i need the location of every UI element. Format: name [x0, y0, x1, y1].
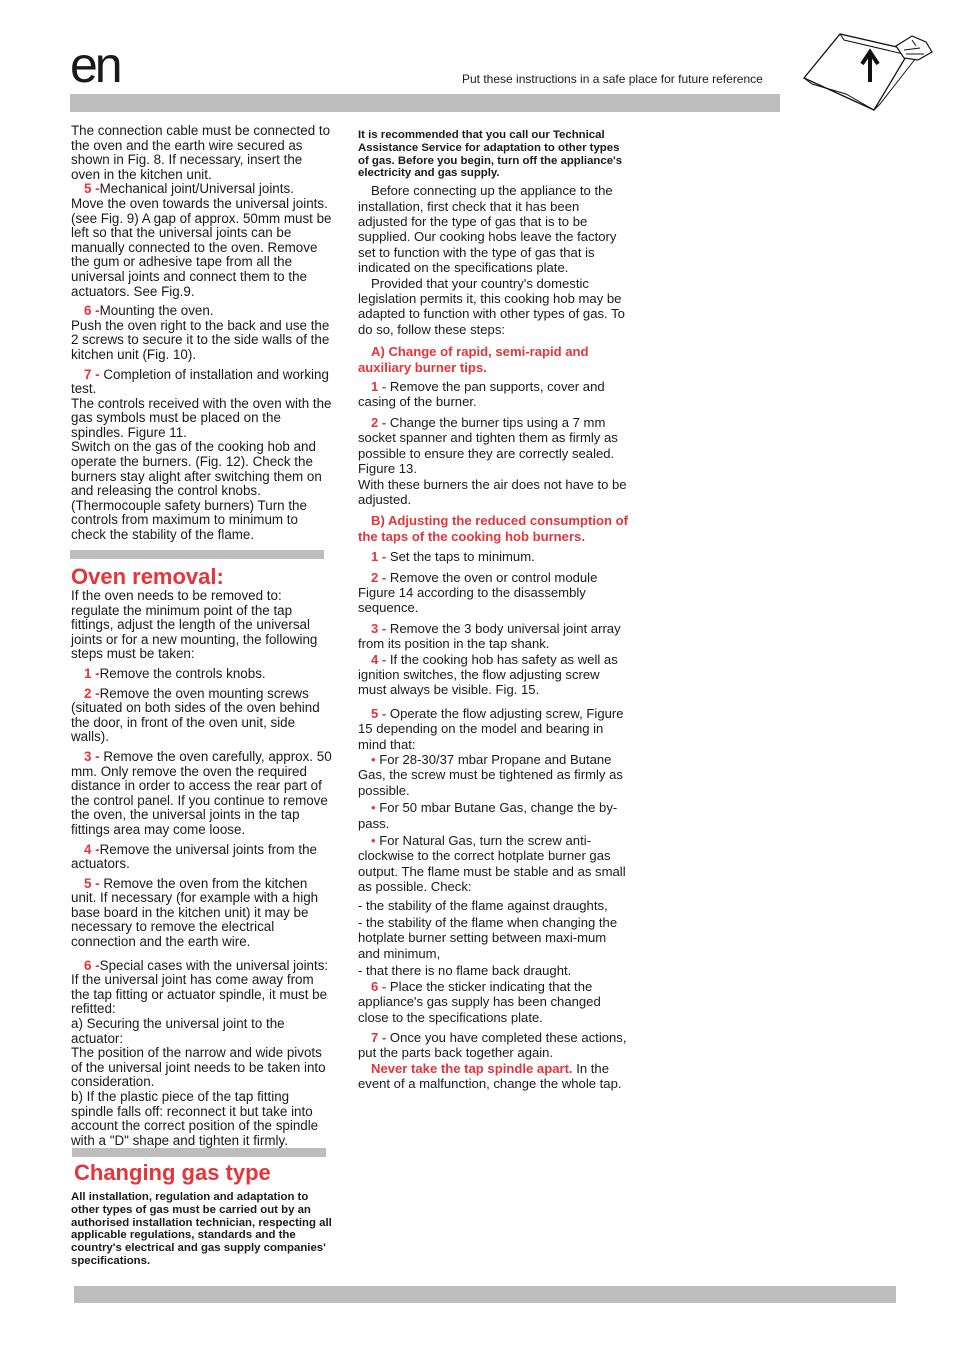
- bullet-icon: •: [371, 752, 376, 767]
- step-title: Mounting the oven.: [99, 303, 214, 319]
- step-text: Once you have completed these actions, put the parts back together again.: [358, 1029, 627, 1061]
- step-number: 3 -: [84, 748, 100, 764]
- step-body: b) If the plastic piece of the tap fitting spindle falls off: reconnect it but take into account the correct position of the spindle with a "D" shape and tighten it firmly.: [71, 1089, 319, 1148]
- paragraph: Provided that your country's domestic legislation permits it, this cooking hob may be adapted to function with other types of gas. To do so, follow these steps:: [358, 275, 625, 337]
- left-intro: The connection cable must be connected to the oven and the earth wire secured as shown in Fig. 8. If necessary, insert the oven in the kitchen unit.: [71, 123, 331, 182]
- right-column: [358, 129, 630, 1092]
- check-item: - the stability of the flame when changing the hotplate burner setting between maxi-mum and minimum,: [358, 915, 618, 961]
- section-rule: [70, 550, 324, 559]
- step-body: The position of the narrow and wide pivots of the universal joint needs to be taken into consideration.: [71, 1045, 326, 1090]
- bottom-rule: [74, 1286, 896, 1303]
- step-text: Remove the universal joints from the actuators.: [71, 841, 317, 872]
- language-code: en: [70, 37, 120, 93]
- step-text: Remove the oven carefully, approx. 50 mm. Only remove the oven the required distance in order to access the rear part of the control panel. If you continue to remove the oven, the universal joints in the tap fittings area may come loose.: [71, 748, 332, 837]
- oven-removal-section: [71, 565, 333, 1148]
- step-number: 1 -: [371, 379, 387, 395]
- step-number: 3 -: [371, 620, 387, 636]
- step-body: Move the oven towards the universal joints. (see Fig. 9) A gap of approx. 50mm must be left so that the universal joints can be manually connected to the oven. Remove the gum or adhesive tape from all the universal joints and connect them to the actuators. See Fig.9.: [71, 195, 332, 299]
- top-rule: [70, 94, 780, 112]
- gas-note: All installation, regulation and adaptation to other types of gas must be carried out by an authorised installation technician, respecting all applicable regulations, standards and the country's electrical and gas supply companies' specifications.: [71, 1191, 332, 1267]
- step-title: Completion of installation and working test.: [71, 366, 329, 397]
- step-body: If the universal joint has come away from the tap fitting or actuator spindle, it must be refitted:: [71, 972, 328, 1017]
- step-text: Remove the 3 body universal joint array from its position in the tap shank.: [358, 620, 621, 652]
- step-number: 6 -: [84, 957, 100, 973]
- step-number: 2 -: [371, 569, 387, 585]
- step-text: If the cooking hob has safety as well as ignition switches, the flow adjusting screw must always be visible. Fig. 15.: [358, 651, 618, 698]
- bullet-text: For 50 mbar Butane Gas, change the by-pass.: [358, 800, 618, 831]
- step-text: Place the sticker indicating that the appliance's gas supply has been changed close to the specifications plate.: [358, 978, 601, 1025]
- step-number: 7 -: [371, 1029, 387, 1045]
- step-body: a) Securing the universal joint to the actuator:: [71, 1016, 285, 1046]
- step-number: 6 -: [84, 303, 100, 319]
- step-text: Remove the controls knobs.: [99, 665, 266, 681]
- paragraph: Before connecting up the appliance to the installation, first check that it has been adjusted for the type of gas that is to be supplied. Our cooking hobs leave the factory set to function with the type of gas that is indicated on the specifications plate.: [358, 183, 617, 276]
- subheading: A) Change of rapid, semi-rapid and auxiliary burner tips.: [358, 344, 589, 375]
- bullet-icon: •: [371, 800, 376, 816]
- step-number: 5 -: [84, 181, 100, 197]
- step-number: 5 -: [371, 705, 387, 721]
- bullet-icon: •: [371, 833, 376, 849]
- gas-section: [71, 1161, 333, 1268]
- step-number: 2 -: [371, 414, 387, 430]
- warning-text: In the event of a malfunction, change the whole tap.: [358, 1060, 622, 1092]
- step-text: Operate the flow adjusting screw, Figure 15 depending on the model and bearing in mind that:: [358, 705, 624, 752]
- step-number: 7 -: [84, 366, 100, 382]
- section-heading: Oven removal:: [71, 564, 224, 589]
- book-hand-icon: [800, 26, 936, 114]
- bullet-text: For Natural Gas, turn the screw anti-clockwise to the correct hotplate burner gas output. The flame must be stable and as small as possible. Check:: [358, 833, 626, 895]
- step-text: Remove the oven or control module Figure 14 according to the disassembly sequence.: [358, 569, 598, 616]
- step-body: Switch on the gas of the cooking hob and operate the burners. (Fig. 12). Check the burners stay alight after switching them on and releasing the control knobs. (Thermocouple safety burners) Turn the controls from maximum to minimum to check the stability of the flame.: [71, 439, 322, 543]
- step-number: 4 -: [84, 841, 100, 857]
- step-number: 5 -: [84, 875, 100, 891]
- step-number: 6 -: [371, 978, 387, 994]
- service-note: It is recommended that you call our Technical Assistance Service for adaptation to other types of gas. Before you begin, turn off the appliance's electricity and gas supply.: [358, 129, 623, 180]
- check-item: - the stability of the flame against draughts,: [358, 897, 608, 913]
- section-intro: If the oven needs to be removed to: regulate the minimum point of the tap fittings, adjust the length of the universal joints or for a new mounting, the following steps must be taken:: [71, 588, 318, 662]
- step-text: Set the taps to minimum.: [389, 549, 535, 565]
- left-column: [71, 124, 333, 543]
- step-text: Remove the pan supports, cover and casing of the burner.: [358, 379, 605, 410]
- step-body: With these burners the air does not have to be adjusted.: [358, 476, 627, 507]
- step-number: 1 -: [84, 665, 100, 681]
- step-body: The controls received with the oven with the gas symbols must be placed on the spindles. Figure 11.: [71, 395, 332, 440]
- bullet-text: For 28-30/37 mbar Propane and Butane Gas, the screw must be tightened as firmly as possible.: [358, 752, 623, 798]
- section-rule: [72, 1148, 326, 1157]
- header-note: Put these instructions in a safe place for future reference: [462, 72, 763, 86]
- warning-bold: Never take the tap spindle apart.: [371, 1060, 573, 1076]
- step-number: 1 -: [371, 549, 387, 565]
- step-title: Mechanical joint/Universal joints.: [99, 181, 294, 197]
- step-number: 2 -: [84, 685, 100, 701]
- step-body: Push the oven right to the back and use the 2 screws to secure it to the side walls of the kitchen unit (Fig. 10).: [71, 317, 330, 362]
- step-text: Special cases with the universal joints:: [99, 957, 329, 973]
- section-heading: Changing gas type: [74, 1160, 271, 1185]
- step-text: Remove the oven from the kitchen unit. If necessary (for example with a high base board in the kitchen unit) it may be necessary to remove the electrical connection and the earth wire.: [71, 875, 319, 950]
- step-number: 4 -: [371, 651, 387, 667]
- step-text: Change the burner tips using a 7 mm socket spanner and tighten them as firmly as possible to ensure they are correctly sealed. Figure 13.: [358, 414, 618, 477]
- subheading: B) Adjusting the reduced consumption of the taps of the cooking hob burners.: [358, 513, 629, 544]
- check-item: - that there is no flame back draught.: [358, 963, 572, 979]
- step-text: Remove the oven mounting screws (situated on both sides of the oven behind the door, in front of the oven unit, side walls).: [71, 685, 320, 745]
